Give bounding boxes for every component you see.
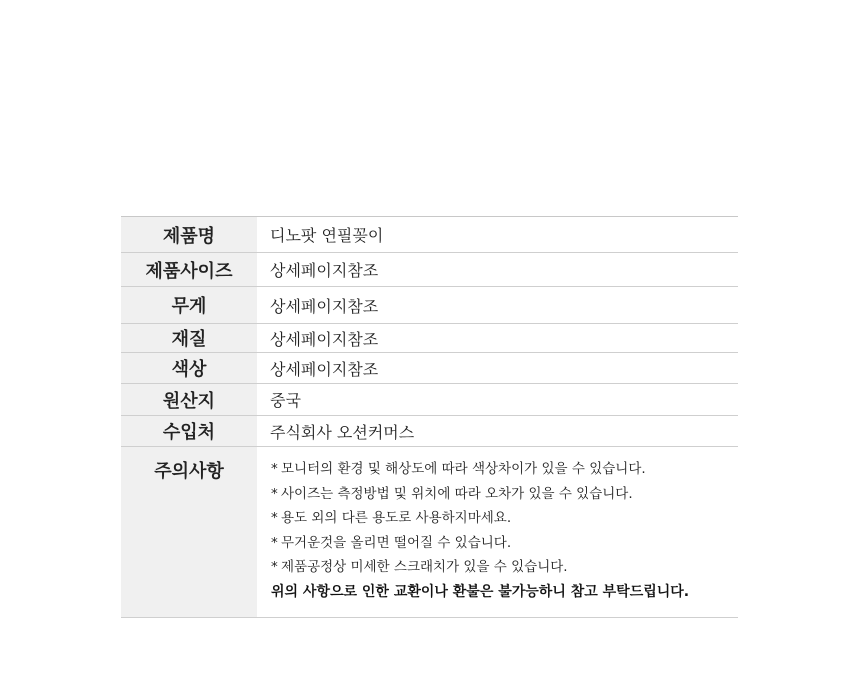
bullet-icon: * <box>271 534 278 551</box>
spec-row-product-name <box>121 217 738 253</box>
spec-value: 상세페이지참조 <box>270 359 379 379</box>
spec-row-weight <box>121 287 738 324</box>
bullet-icon: * <box>271 461 278 477</box>
precaution-item: * 사이즈는 측정방법 및 위치에 따라 오차가 있을 수 있습니다. <box>271 482 738 507</box>
spec-label: 주의사항 <box>121 447 257 617</box>
spec-row-importer <box>121 416 738 447</box>
spec-value: 상세페이지참조 <box>270 296 379 316</box>
spec-value: 디노팟 연필꽂이 <box>270 226 384 245</box>
spec-row-color <box>121 353 738 384</box>
refund-notice: 위의 사항으로 인한 교환이나 환불은 불가능하니 참고 부탁드립니다. <box>271 583 690 600</box>
spec-label: 제품명 <box>121 217 257 252</box>
spec-value: 상세페이지참조 <box>270 329 379 349</box>
spec-label: 수입처 <box>121 416 257 446</box>
spec-label: 원산지 <box>121 384 257 415</box>
precautions-list <box>257 447 738 617</box>
spec-label: 제품사이즈 <box>121 253 257 286</box>
spec-value: 중국 <box>270 391 301 410</box>
product-spec-table <box>121 216 738 618</box>
spec-label: 재질 <box>121 324 257 352</box>
precaution-item: * 무거운것을 올리면 떨어질 수 있습니다. <box>271 531 738 556</box>
precaution-item: * 제품공정상 미세한 스크래치가 있을 수 있습니다. <box>271 555 738 580</box>
spec-row-precautions <box>121 447 738 618</box>
spec-row-product-size <box>121 253 738 287</box>
spec-row-origin <box>121 384 738 416</box>
spec-row-material <box>121 324 738 353</box>
spec-label: 무게 <box>121 287 257 323</box>
bullet-icon: * <box>271 510 278 526</box>
precaution-item: * 모니터의 환경 및 해상도에 따라 색상차이가 있을 수 있습니다. <box>271 457 738 482</box>
spec-value: 상세페이지참조 <box>270 261 379 280</box>
spec-value: 주식회사 오션커머스 <box>270 422 415 442</box>
spec-label: 색상 <box>121 353 257 383</box>
precaution-item: * 용도 외의 다른 용도로 사용하지마세요. <box>271 506 738 531</box>
bullet-icon: * <box>271 485 278 502</box>
bullet-icon: * <box>271 559 278 575</box>
